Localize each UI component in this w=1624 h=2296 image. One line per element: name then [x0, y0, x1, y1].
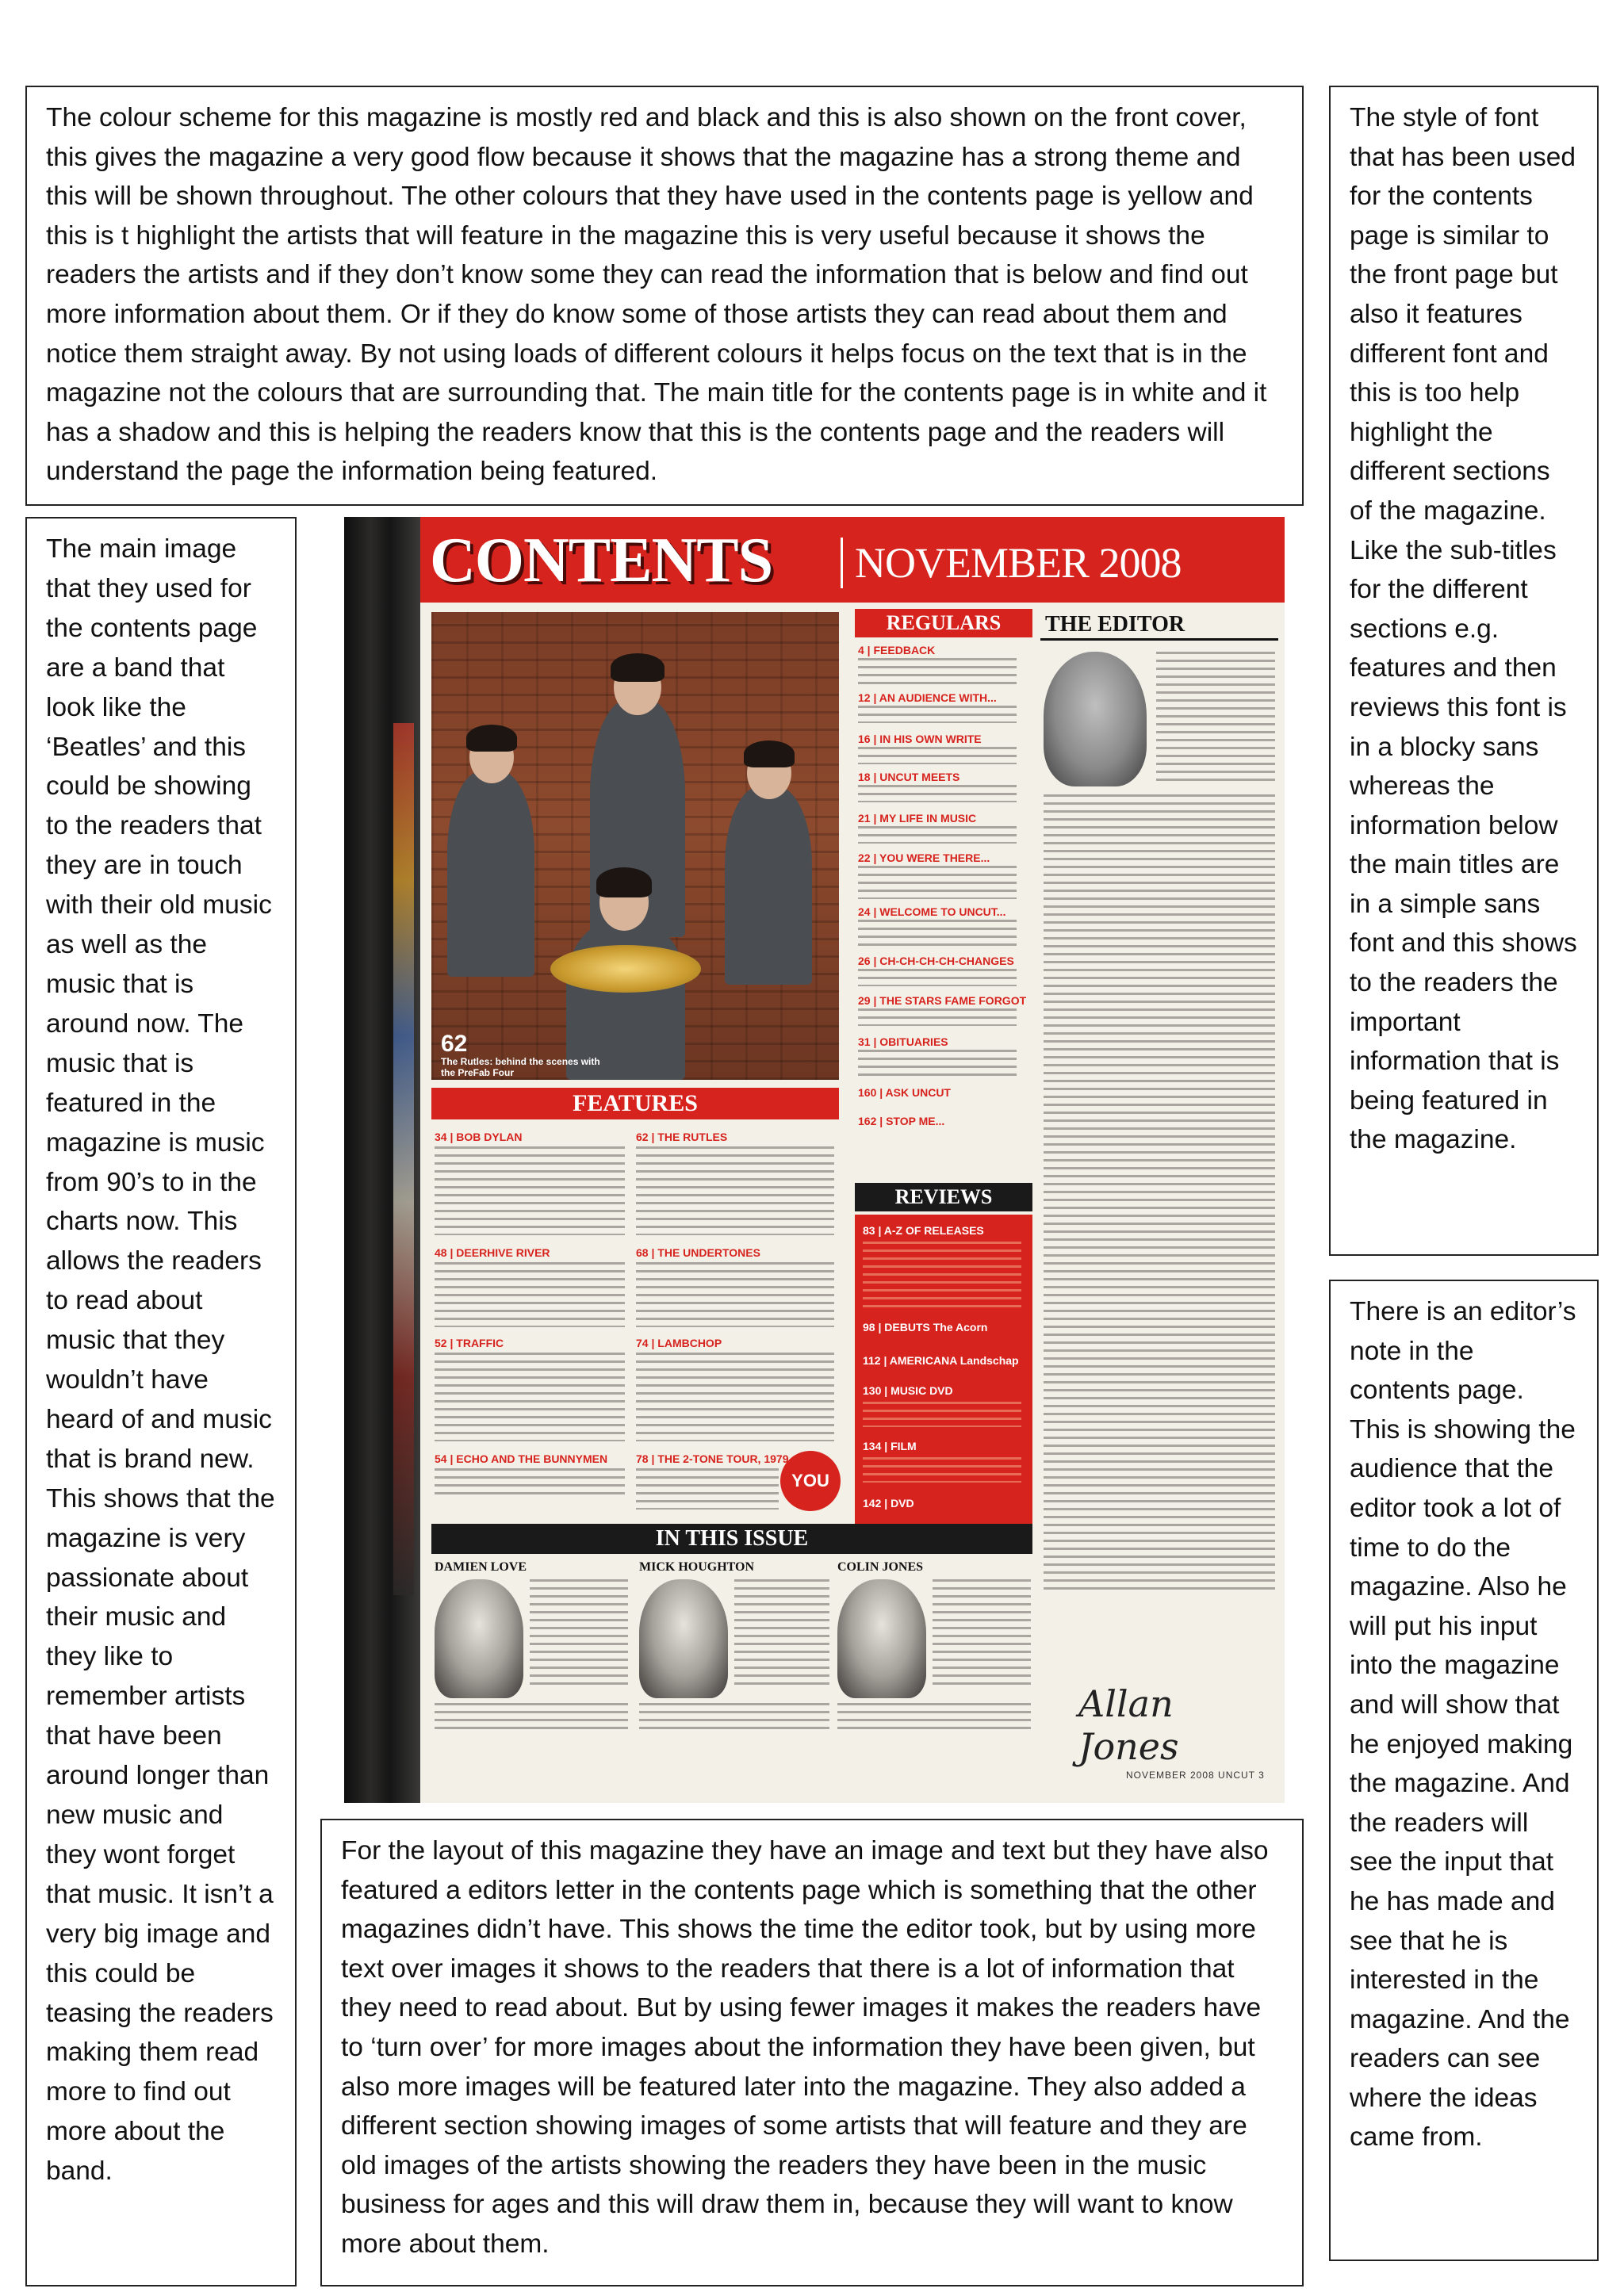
- reviews-panel: [855, 1215, 1032, 1540]
- features-body-text: [435, 1468, 625, 1500]
- regulars-body-text: [858, 747, 1017, 764]
- regulars-heading: REGULARS: [855, 609, 1032, 637]
- regular-item: 16 | IN HIS OWN WRITE: [858, 733, 982, 745]
- photo-caption: The Rutles: behind the scenes with the PreFab Four: [441, 1056, 600, 1078]
- magazine-contents-page-image: [344, 517, 1285, 1803]
- review-item: 134 | FILM: [863, 1440, 917, 1452]
- features-body-text: [636, 1353, 834, 1441]
- editor-note-text: There is an editor’s note in the contents page. This is showing the audience that the editor took a lot of time to do the magazine. Also he will put his input into the magazine and will show that he enjoyed making the magazine. And the readers will see the input that he has made and see that he is interested in the magazine. And the readers can see where the ideas came from.: [1350, 1297, 1576, 2152]
- regulars-body-text: [858, 866, 1017, 899]
- font-style-text: The style of font that has been used for the contents page is similar to the front page but also it features different font and this is too help highlight the different sections of the magazine. Like the sub-titles for the different sections e.g. features and then reviews this font is in a blocky sans whereas the information below the main titles are in a simple sans font and this shows to the readers the important information that is being featured in the magazine.: [1350, 103, 1577, 1155]
- photo-page-number: 62: [441, 1031, 468, 1057]
- issue-body-text: [639, 1703, 829, 1735]
- in-this-issue-heading: IN THIS ISSUE: [431, 1524, 1032, 1554]
- page-footer: NOVEMBER 2008 UNCUT 3: [1126, 1770, 1265, 1781]
- regulars-body-text: [858, 920, 1017, 947]
- regulars-body-text: [858, 1050, 1017, 1077]
- reviews-body-text: [863, 1402, 1021, 1427]
- reviews-body-text: [863, 1457, 1021, 1483]
- issue-body-text: [435, 1703, 628, 1735]
- editor-photo: [1044, 652, 1147, 786]
- issue-person-name: DAMIEN LOVE: [435, 1560, 527, 1574]
- main-image-text-box: [25, 517, 297, 2286]
- you-badge: YOU: [780, 1451, 841, 1511]
- band-photo: [431, 612, 839, 1080]
- band-member-figure: [725, 786, 812, 985]
- band-member-hair: [744, 740, 795, 767]
- editor-note-body: [1156, 652, 1275, 786]
- layout-text-box: [320, 1819, 1304, 2286]
- band-member-hair: [466, 725, 517, 752]
- regular-item: 29 | THE STARS FAME FORGOT: [858, 994, 1027, 1007]
- editor-heading: THE EDITOR: [1040, 609, 1278, 641]
- band-member-figure: [447, 771, 534, 977]
- feature-item: 68 | THE UNDERTONES: [636, 1246, 760, 1259]
- issue-body-text: [933, 1579, 1031, 1690]
- feature-item: 48 | DEERHIVE RIVER: [435, 1246, 550, 1259]
- regulars-body-text: [858, 785, 1017, 802]
- editor-signature: Allan Jones: [1078, 1682, 1179, 1768]
- review-item: 98 | DEBUTS The Acorn: [863, 1321, 988, 1334]
- regular-item: 22 | YOU WERE THERE...: [858, 851, 990, 864]
- features-body-text: [435, 1262, 625, 1327]
- editor-note-body: [1044, 794, 1275, 1595]
- editor-note-text-box: [1329, 1280, 1599, 2261]
- regulars-body-text: [858, 706, 1017, 723]
- features-heading: FEATURES: [431, 1088, 839, 1119]
- regulars-body-text: [858, 969, 1017, 986]
- review-item: 112 | AMERICANA Landschap: [863, 1354, 1019, 1367]
- features-body-text: [435, 1146, 625, 1235]
- regular-item: 24 | WELCOME TO UNCUT...: [858, 905, 1006, 918]
- reviews-body-text: [863, 1242, 1021, 1308]
- regulars-body-text: [858, 1008, 1017, 1026]
- regular-item: 21 | MY LIFE IN MUSIC: [858, 812, 977, 825]
- feature-item: 54 | ECHO AND THE BUNNYMEN: [435, 1452, 608, 1465]
- issue-person-photo: [435, 1579, 523, 1698]
- issue-person-name: COLIN JONES: [837, 1560, 924, 1574]
- issue-person-name: MICK HOUGHTON: [639, 1560, 755, 1574]
- regular-item: 26 | CH-CH-CH-CH-CHANGES: [858, 955, 1014, 967]
- cymbal: [550, 945, 701, 993]
- regulars-body-text: [858, 826, 1017, 844]
- features-body-text: [435, 1353, 625, 1441]
- magazine-page: [420, 517, 1285, 1803]
- colour-scheme-text-box: [25, 86, 1304, 506]
- feature-item: 62 | THE RUTLES: [636, 1131, 728, 1143]
- contents-header-bar: [420, 517, 1285, 603]
- magazine-spine: [344, 517, 420, 1803]
- issue-body-text: [530, 1579, 628, 1690]
- features-body-text: [636, 1146, 834, 1235]
- feature-item: 78 | THE 2-TONE TOUR, 1979: [636, 1452, 789, 1465]
- contents-title: CONTENTS: [430, 526, 773, 595]
- band-member-hair: [611, 653, 665, 682]
- feature-item: 34 | BOB DYLAN: [435, 1131, 523, 1143]
- feature-item: 74 | LAMBCHOP: [636, 1337, 722, 1349]
- features-body-text: [636, 1468, 779, 1510]
- features-body-text: [636, 1262, 834, 1327]
- review-item: 142 | DVD: [863, 1497, 914, 1510]
- header-divider: [841, 538, 843, 588]
- regular-item: 31 | OBITUARIES: [858, 1035, 948, 1048]
- font-style-text-box: [1329, 86, 1599, 1256]
- regular-item: 4 | FEEDBACK: [858, 644, 936, 656]
- issue-date: NOVEMBER 2008: [855, 539, 1182, 587]
- issue-body-text: [734, 1579, 829, 1690]
- regulars-body-text: [858, 658, 1017, 685]
- feature-item: 52 | TRAFFIC: [435, 1337, 504, 1349]
- reviews-heading: REVIEWS: [855, 1183, 1032, 1211]
- main-image-text: The main image that they used for the contents page are a band that look like the ‘Beatles’ and this could be showing to the readers that they are in touch with their old music as well as the music that is around now. The music that is featured in the magazine is music from 90’s to in the charts now. This allows the readers to read about music that they wouldn’t have heard of and music that is brand new. This shows that the magazine is very passionate about their music and they like to remember artists that have been around longer than new music and they wont forget that music. It isn’t a very big image and this could be teasing the readers making them read more to find out more about the band.: [46, 534, 275, 2187]
- regular-item: 162 | STOP ME...: [858, 1115, 945, 1127]
- magazine-spine-strip: [393, 723, 414, 1595]
- layout-text: For the layout of this magazine they have an image and text but they have also featured a editors letter in the contents page which is something that the other magazines didn’t have. This shows the time the editor took, but by using more text over images it shows to the readers that there is a lot of information that they need to read about. But by using fewer images it makes the readers have to ‘turn over’ for more images about the information they have been given, but also more images will be featured later into the magazine. They also added a different section showing images of some artists that will feature and they are old images of the artists showing the readers they have been in the music business for ages and this will draw them in, because they will want to know more about them.: [341, 1836, 1269, 2259]
- review-item: 130 | MUSIC DVD: [863, 1384, 953, 1397]
- band-member-hair: [596, 867, 652, 897]
- colour-scheme-text: The colour scheme for this magazine is mostly red and black and this is also shown on the front cover, this gives the magazine a very good flow because it shows that the magazine has a strong theme and this will be shown throughout. The other colours that they have used in the contents page is yellow and this is t highlight the artists that will feature in the magazine this is very useful because it shows the readers the artists and if they don’t know some they can read the information that is below and find out more information about them. Or if they do know some of those artists they can read about them and notice them straight away. By not using loads of different colours it helps focus on the text that is in the magazine not the colours that are surrounding that. The main title for the contents page is in white and it has a shadow and this is helping the readers know that this is the contents page and the readers will understand the page the information being featured.: [46, 103, 1267, 487]
- regular-item: 160 | ASK UNCUT: [858, 1086, 951, 1099]
- regular-item: 18 | UNCUT MEETS: [858, 771, 960, 783]
- review-item: 83 | A-Z OF RELEASES: [863, 1224, 984, 1237]
- issue-person-photo: [837, 1579, 926, 1698]
- regular-item: 12 | AN AUDIENCE WITH...: [858, 691, 997, 704]
- issue-person-photo: [639, 1579, 728, 1698]
- issue-body-text: [837, 1703, 1031, 1735]
